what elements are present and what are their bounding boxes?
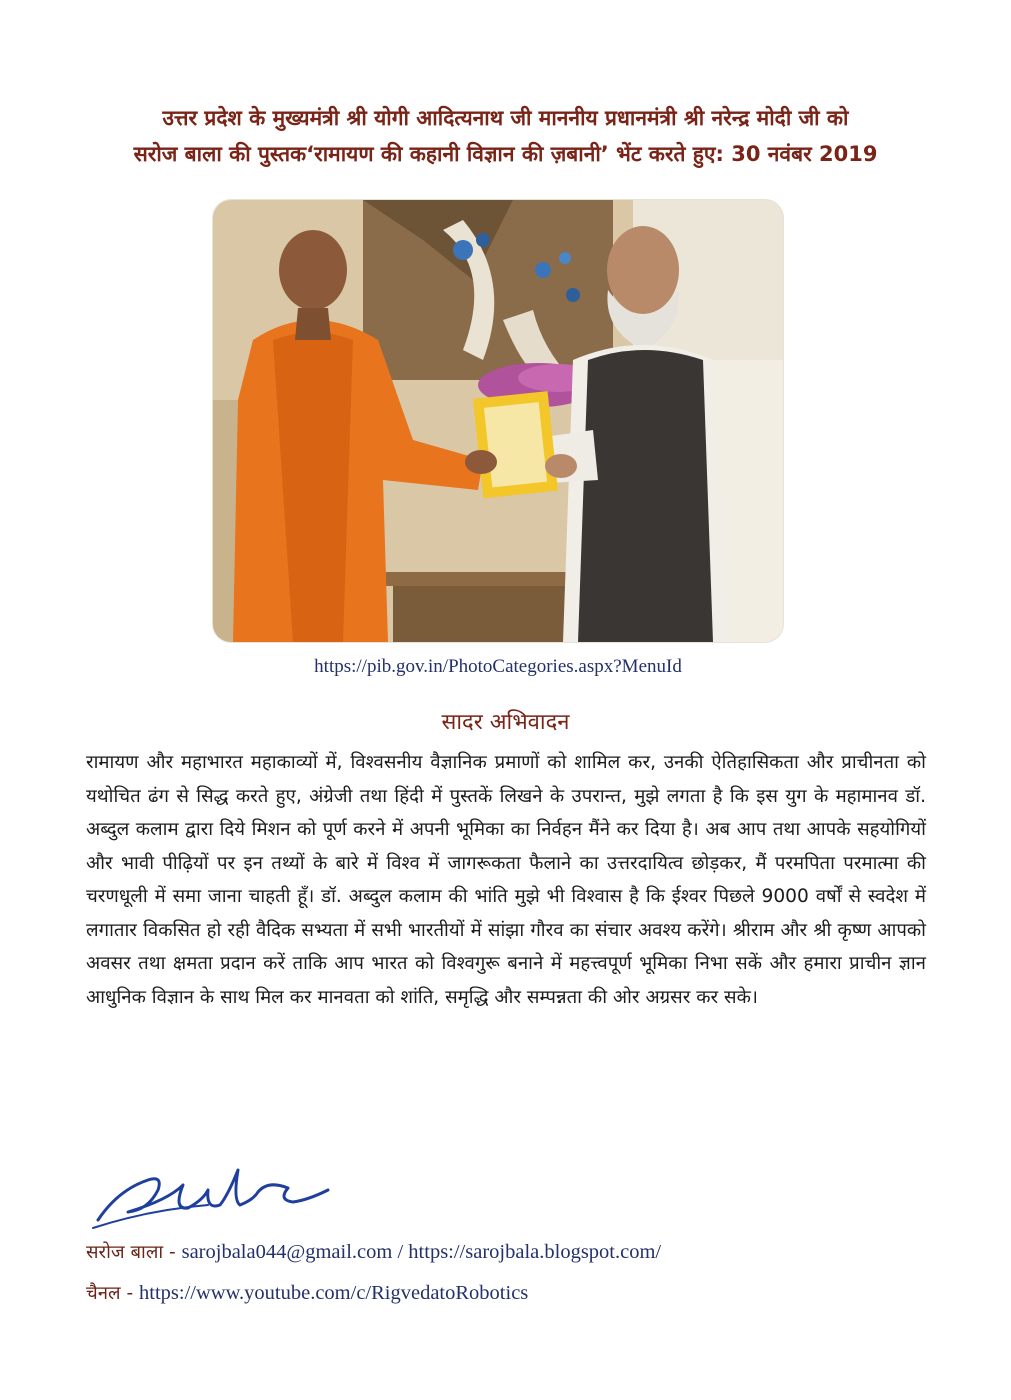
handwritten-signature (88, 1150, 348, 1240)
caption-line-1: उत्तर प्रदेश के मुख्यमंत्री श्री योगी आदित्यनाथ जी माननीय प्रधानमंत्री श्री नरेन्द्र मोदी जी को (162, 106, 849, 130)
greeting-heading: सादर अभिवादन (441, 710, 570, 735)
author-name-label: सरोज बाला - (86, 1242, 182, 1263)
contact-line-email (86, 1239, 661, 1264)
photo-source-link[interactable]: https://pib.gov.in/PhotoCategories.aspx?MenuId (314, 656, 682, 677)
contact-separator: / (392, 1241, 409, 1263)
caption-line-2: सरोज बाला की पुस्तक‘रामायण की कहानी विज्ञान की ज़बानी’ भेंट करते हुए: 30 नवंबर 2019 (133, 142, 878, 166)
email-link[interactable]: sarojbala044@gmail.com (181, 1241, 393, 1263)
contact-line-channel (86, 1280, 528, 1305)
letter-body: रामायण और महाभारत महाकाव्यों में, विश्वसनीय वैज्ञानिक प्रमाणों को शामिल कर, उनकी ऐतिहासिकता और प्राचीनता को यथोचित ढंग से सिद्ध करते हुए, अंग्रेजी तथा हिंदी में पुस्तकें लिखने के उपरान्त, मुझे लगता है कि इस युग के महामानव डॉ. अब्दुल कलाम द्वारा दिये मिशन को पूर्ण करने में अपनी भूमिका का निर्वहन मैंने कर दिया है। अब आप तथा आपके सहयोगियों और भावी पीढ़ियों पर इन तथ्यों के बारे में विश्व में जागरूकता फैलाने का उत्तरदायित्व छोड़कर, मैं परमपिता परमात्मा की चरणधूली में समा जाना चाहती हूँ। डॉ. अब्दुल कलाम की भांति मुझे भी विश्वास है कि ईश्वर पिछले 9000 वर्षों से स्वदेश में लगातार विकसित हो रही वैदिक सभ्यता में सभी भारतीयों में सांझा गौरव का संचार अवश्य करेंगे। श्रीराम और श्री कृष्ण आपको अवसर तथा क्षमता प्रदान करें ताकि आप भारत को विश्वगुरू बनाने में महत्त्वपूर्ण भूमिका निभा सकें और हमारा प्राचीन ज्ञान आधुनिक विज्ञान के साथ मिल कर मानवता को शांति, समृद्धि और सम्पन्नता की ओर अग्रसर कर सके। (86, 752, 926, 1008)
event-photo (213, 200, 783, 642)
photo-caption (40, 100, 971, 172)
channel-label: चैनल - (86, 1283, 139, 1304)
blog-link[interactable]: https://sarojbala.blogspot.com/ (408, 1241, 662, 1263)
youtube-channel-link[interactable]: https://www.youtube.com/c/RigvedatoRobotics (139, 1282, 529, 1304)
